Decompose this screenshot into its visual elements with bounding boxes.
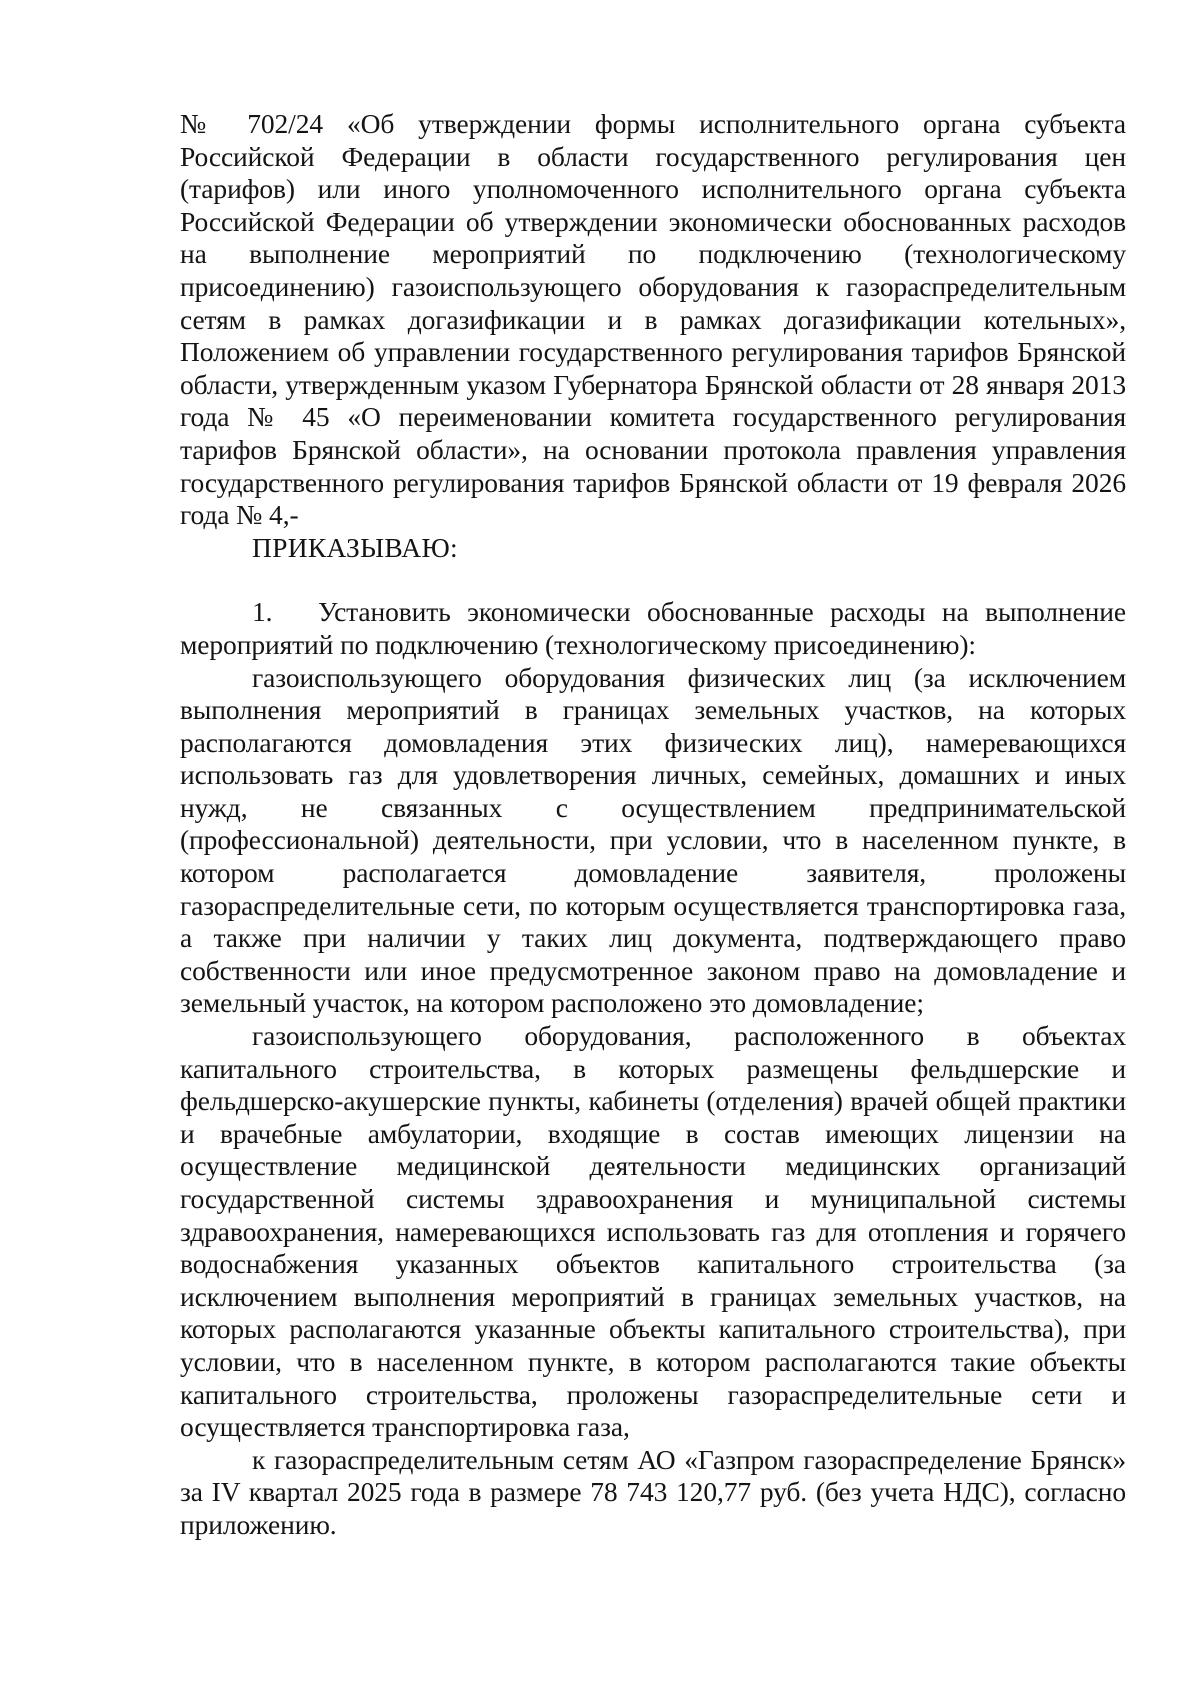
order-item-1 bbox=[180, 596, 1126, 661]
order-heading: ПРИКАЗЫВАЮ: bbox=[252, 531, 458, 563]
spacer bbox=[180, 564, 1126, 596]
order-item-number: 1. bbox=[252, 596, 273, 628]
paragraph-individuals: газоиспользующего оборудования физических лиц (за исключением выполнения мероприятий в границах земельных участков, на которых располагаются домовладения этих физических лиц), намеревающихся использовать газ для удовлетворения личных, семейных, домашних и иных нужд, не связанных с осуществлением предпринимательской (профессиональной) деятельности, при условии, что в населенном пункте, в котором располагается домовладение заявителя, проложены газораспределительные сети, по которым осуществляется транспортировка газа, а также при наличии у таких лиц документа, подтверждающего право собственности или иное предусмотренное законом право на домовладение и земельный участок, на котором расположено это домовладение; bbox=[180, 661, 1126, 1019]
paragraph-medical: газоиспользующего оборудования, расположенного в объектах капитального строительства, в которых размещены фельдшерские и фельдшерско-акушерские пункты, кабинеты (отделения) врачей общей практики и врачебные амбулатории, входящие в состав имеющих лицензии на осуществление медицинской деятельности медицинских организаций государственной системы здравоохранения и муниципальной системы здравоохранения, намеревающихся использовать газ для отопления и горячего водоснабжения указанных объектов капитального строительства (за исключением выполнения мероприятий в границах земельных участков, на которых располагаются указанные объекты капитального строительства), при условии, что в населенном пункте, в котором располагаются такие объекты капитального строительства, проложены газораспределительные сети и осуществляется транспортировка газа, bbox=[180, 1020, 1126, 1443]
order-item-text: Установить экономически обоснованные расходы на выполнение мероприятий по подключению (технологическому присоединению): bbox=[180, 596, 1126, 660]
paragraph-final: к газораспределительным сетям АО «Газпром газораспределение Брянск» за IV квартал 2025 года в размере 78 743 120,77 руб. (без учета НДС), согласно приложению. bbox=[180, 1443, 1126, 1540]
intro-paragraph: № 702/24 «Об утверждении формы исполнительного органа субъекта Российской Федерации в области государственного регулирования цен (тарифов) или иного уполномоченного исполнительного органа субъекта Российской Федерации об утверждении экономически обоснованных расходов на выполнение мероприятий по подключению (технологическому присоединению) газоиспользующего оборудования к газораспределительным сетям в рамках догазификации и в рамках догазификации котельных», Положением об управлении государственного регулирования тарифов Брянской области, утвержденным указом Губернатора Брянской области от 28 января 2013 года № 45 «О переименовании комитета государственного регулирования тарифов Брянской области», на основании протокола правления управления государственного регулирования тарифов Брянской области от 19 февраля 2026 года № 4,- bbox=[180, 108, 1126, 531]
document-page bbox=[180, 108, 1126, 1542]
